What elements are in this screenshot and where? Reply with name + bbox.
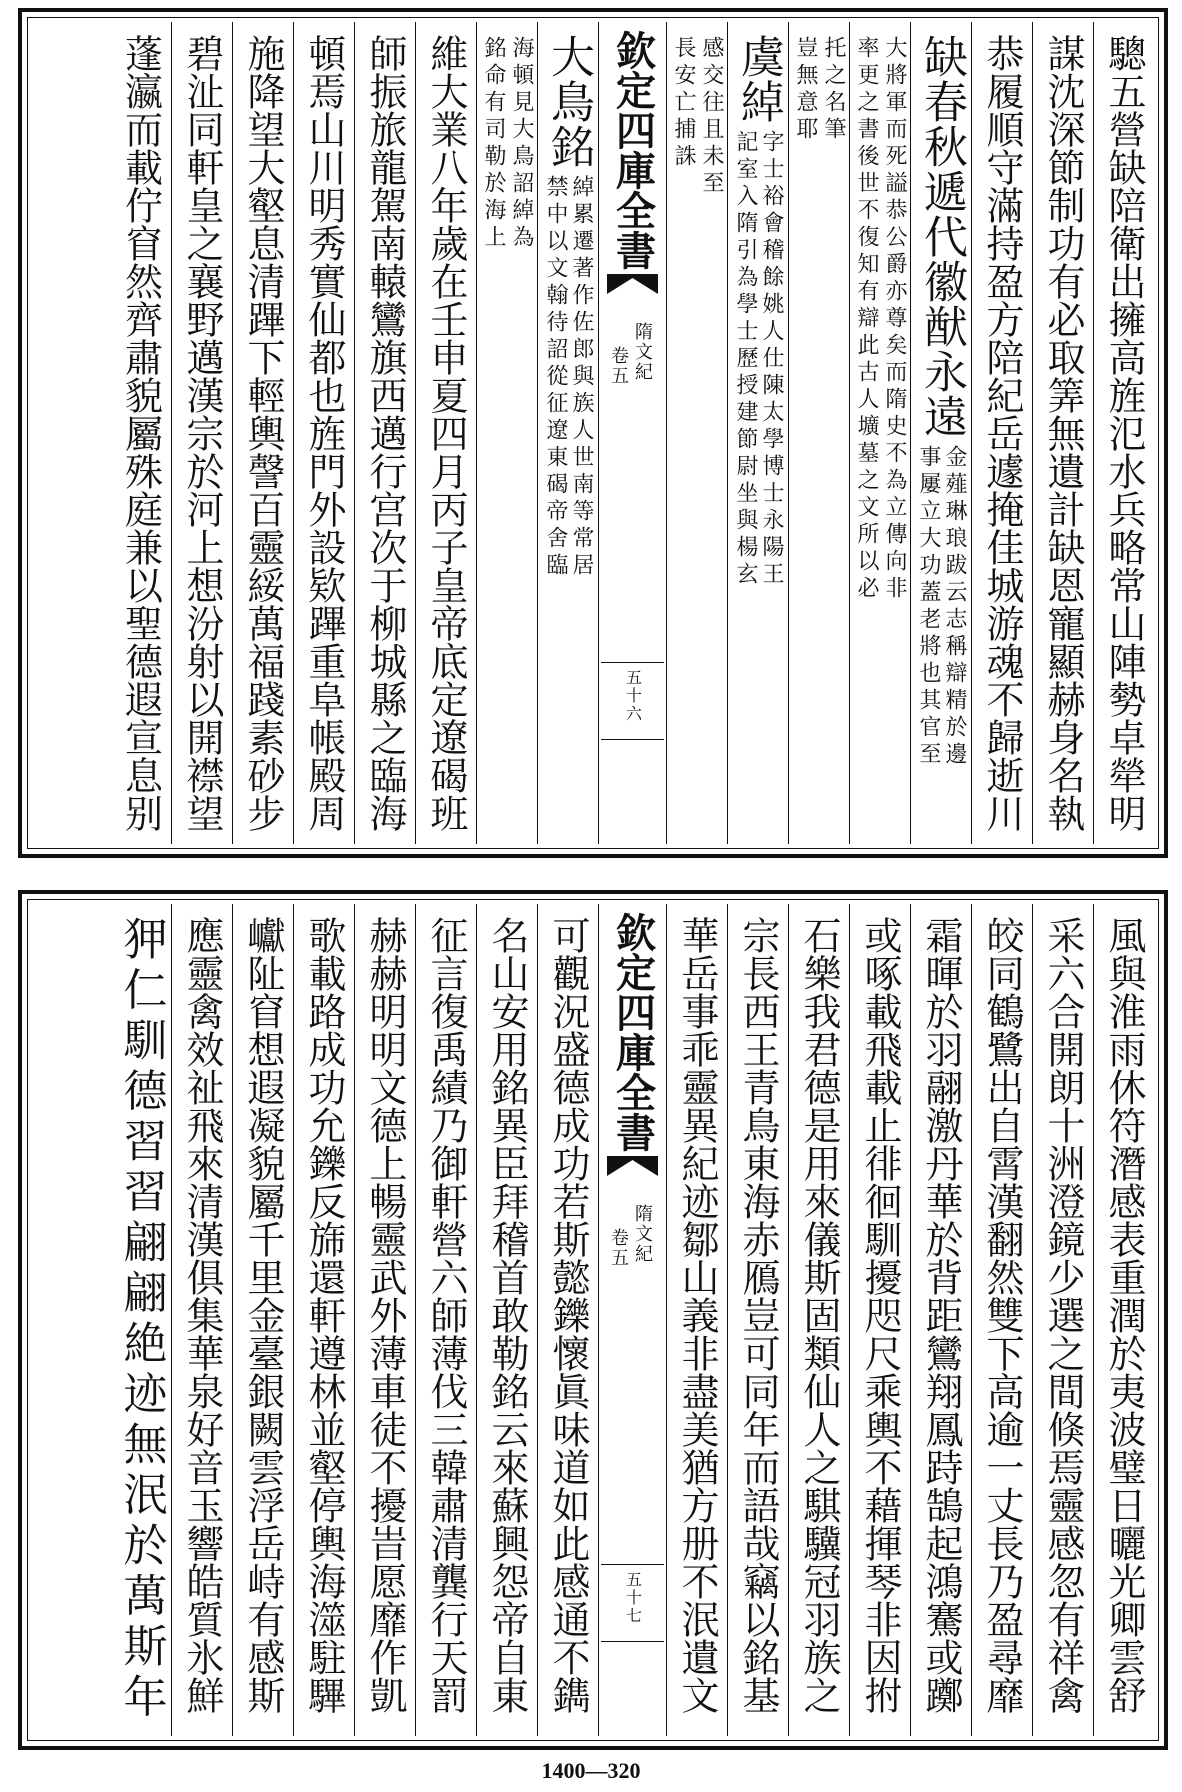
text-column	[415, 904, 476, 1736]
main-text: 施降望大壑息清蹕下輕輿謦百靈綏萬福踐素砂步	[241, 34, 285, 832]
main-text: 維大業八年歲在壬申夏四月丙子皇帝底定遼碣班	[424, 34, 468, 832]
upper-page	[18, 8, 1168, 858]
banner-column	[598, 22, 666, 844]
main-text: 或啄載飛載止徘徊馴擾咫尺乘輿不藉揮琴非因拊	[858, 916, 902, 1714]
main-text: 頓焉山川明秀實仙都也旌門外設欵蹕重阜帳殿周	[302, 34, 346, 832]
fish-tail-mark	[607, 1156, 658, 1182]
text-column	[232, 22, 293, 844]
main-text: 蓬瀛而載佇窅然齊肅貌屬殊庭兼以聖德遐宣息别	[118, 34, 163, 832]
main-text: 采六合開朗十洲澄鏡少選之間倏焉靈感忽有祥禽	[1041, 916, 1085, 1714]
annotation-left: 率更之書後世不復知有辯此古人壙墓之文所以必	[854, 36, 879, 603]
collection-name: 隋文紀	[632, 322, 653, 382]
text-column	[971, 904, 1032, 1736]
main-text: 皎同鶴鷺出自霄漢翻然雙下高逾一丈長乃盈尋靡	[980, 916, 1024, 1714]
annotation-pair	[544, 175, 592, 580]
banner-column	[598, 904, 666, 1736]
annotation-pair	[789, 36, 849, 144]
text-column	[415, 22, 476, 844]
text-column	[727, 22, 788, 844]
text-column	[788, 904, 849, 1736]
annotation-pair	[850, 36, 910, 603]
volume-label: 卷五	[608, 346, 629, 386]
mixed-column-wrap	[538, 22, 598, 844]
main-text: 驄五營缺陪衛出擁高旌氾水兵略常山陣勢卓犖明	[1102, 34, 1146, 832]
main-text: 恭履順守滿持盈方陪紀岳遽掩佳城游魂不歸逝川	[980, 34, 1024, 832]
main-text: 宗長西王青鳥東海赤鴈豈可同年而語哉竊以銘基	[736, 916, 780, 1714]
book-title: 欽定四庫全書	[609, 30, 657, 270]
text-column	[110, 904, 171, 1736]
book-title: 欽定四庫全書	[609, 912, 657, 1152]
annotation-pair	[734, 130, 782, 589]
main-text: 謀沈深節制功有必取筭無遺計缺恩寵顯赫身名執	[1041, 34, 1085, 832]
text-column	[171, 22, 232, 844]
main-text: 石樂我君德是用來儀斯固類仙人之騏驥冠羽族之	[797, 916, 841, 1714]
main-text: 風與淮雨休符潛感表重潤於夷波璧日曬光卿雲舒	[1102, 916, 1146, 1714]
text-column	[849, 904, 910, 1736]
page-number: 五十六	[623, 669, 643, 723]
main-text: 名山安用銘異臣拜稽首敢勒銘云來蘇興怨帝自東	[485, 916, 529, 1714]
main-text: 狎仁馴德習習翩翩絶迹無泯於萬斯年	[115, 916, 167, 1724]
collection-name: 隋文紀	[632, 1204, 653, 1264]
text-column	[727, 904, 788, 1736]
main-text: 可觀況盛德成功若斯懿鑠懷眞味道如此感通不鐫	[546, 916, 590, 1714]
text-column	[476, 22, 537, 844]
main-text: 霜暉於羽翮激丹華於背距鸞翔鳳跱鵠起鴻騫或躑	[919, 916, 963, 1714]
annotation-left: 事屢立大功蓋老將也其官至	[916, 445, 941, 769]
annotation-right: 綽累遷著作佐郎與族人世南等常居	[569, 175, 594, 580]
text-column	[666, 904, 727, 1736]
annotation-right: 字士裕會稽餘姚人仕陳太學博士永陽王	[759, 130, 784, 589]
text-column	[293, 904, 354, 1736]
text-column	[788, 22, 849, 844]
text-column	[1093, 904, 1154, 1736]
main-text-box: 大鳥銘	[543, 34, 594, 169]
volume-label: 卷五	[608, 1228, 629, 1268]
text-column	[1032, 904, 1093, 1736]
text-column	[971, 22, 1032, 844]
text-column	[1093, 22, 1154, 844]
main-text: 赫赫明明文德上暢靈武外薄車徒不擾旹愿靡作凱	[363, 916, 407, 1714]
annotation-left: 長安亡捕誅	[671, 36, 696, 171]
annotation-left: 禁中以文翰待詔從征遼東碣帝舍臨	[543, 175, 568, 580]
mixed-column-wrap	[728, 22, 788, 844]
text-column	[537, 904, 598, 1736]
text-column	[354, 22, 415, 844]
page-number-box	[601, 1564, 664, 1642]
main-text: 征言復禹績乃御軒營六師薄伐三韓肅清龔行天罰	[424, 916, 468, 1714]
annotation-pair	[917, 445, 965, 769]
fish-tail-mark	[607, 274, 658, 300]
annotation-right: 托之名筆	[821, 36, 846, 144]
annotation-pair	[477, 36, 537, 252]
text-column	[232, 904, 293, 1736]
annotation-right: 海頓見大鳥詔綽為	[509, 36, 534, 252]
annotation-right: 大將軍而死謚恭公爵亦尊矣而隋史不為立傳向非	[882, 36, 907, 603]
annotation-left: 記室入隋引為學士歷授建節尉坐與楊玄	[733, 130, 758, 589]
main-text: 華岳事乖靈異紀迹鄒山義非盡美猶方册不泯遺文	[675, 916, 719, 1714]
annotation-right: 感交往且未至	[699, 36, 724, 198]
main-text: 歌載路成功允鑠反旆還軒遵林並壑停輿海澨駐驆	[302, 916, 346, 1714]
lower-page-columns	[32, 904, 1154, 1736]
page-caption: 1400—320	[541, 1758, 641, 1783]
mixed-column-wrap	[911, 22, 971, 844]
text-column	[354, 904, 415, 1736]
text-column	[171, 904, 232, 1736]
text-column	[910, 904, 971, 1736]
text-column	[1032, 22, 1093, 844]
annotation-left: 豈無意耶	[793, 36, 818, 144]
main-text: 師振旅龍駕南轅鸞旗西邁行宫次于柳城縣之臨海	[363, 34, 407, 832]
main-text-box: 缺春秋遞代徽猷永遠	[916, 34, 967, 439]
page-number-box	[601, 662, 664, 740]
upper-page-columns	[32, 22, 1154, 844]
main-text: 應靈禽效祉飛來清漢俱集華泉好音玉響皓質氷鮮	[180, 916, 224, 1714]
annotation-right: 金薤琳琅跋云志稱辯精於邊	[942, 445, 967, 769]
annotation-left: 銘命有司勒於海上	[481, 36, 506, 252]
text-column	[476, 904, 537, 1736]
text-column	[849, 22, 910, 844]
text-column	[110, 22, 171, 844]
annotation-pair	[667, 36, 727, 198]
page-number: 五十七	[623, 1571, 643, 1625]
main-text: 巘阯窅想遐凝貌屬千里金臺銀闕雲浮岳峙有感斯	[241, 916, 285, 1714]
text-column	[537, 22, 598, 844]
text-column	[666, 22, 727, 844]
lower-page	[18, 890, 1168, 1750]
text-column	[293, 22, 354, 844]
text-column	[910, 22, 971, 844]
main-text-box: 虞綽	[733, 34, 784, 124]
main-text: 碧沚同軒皇之襄野邁漢宗於河上想汾射以開襟望	[180, 34, 224, 832]
